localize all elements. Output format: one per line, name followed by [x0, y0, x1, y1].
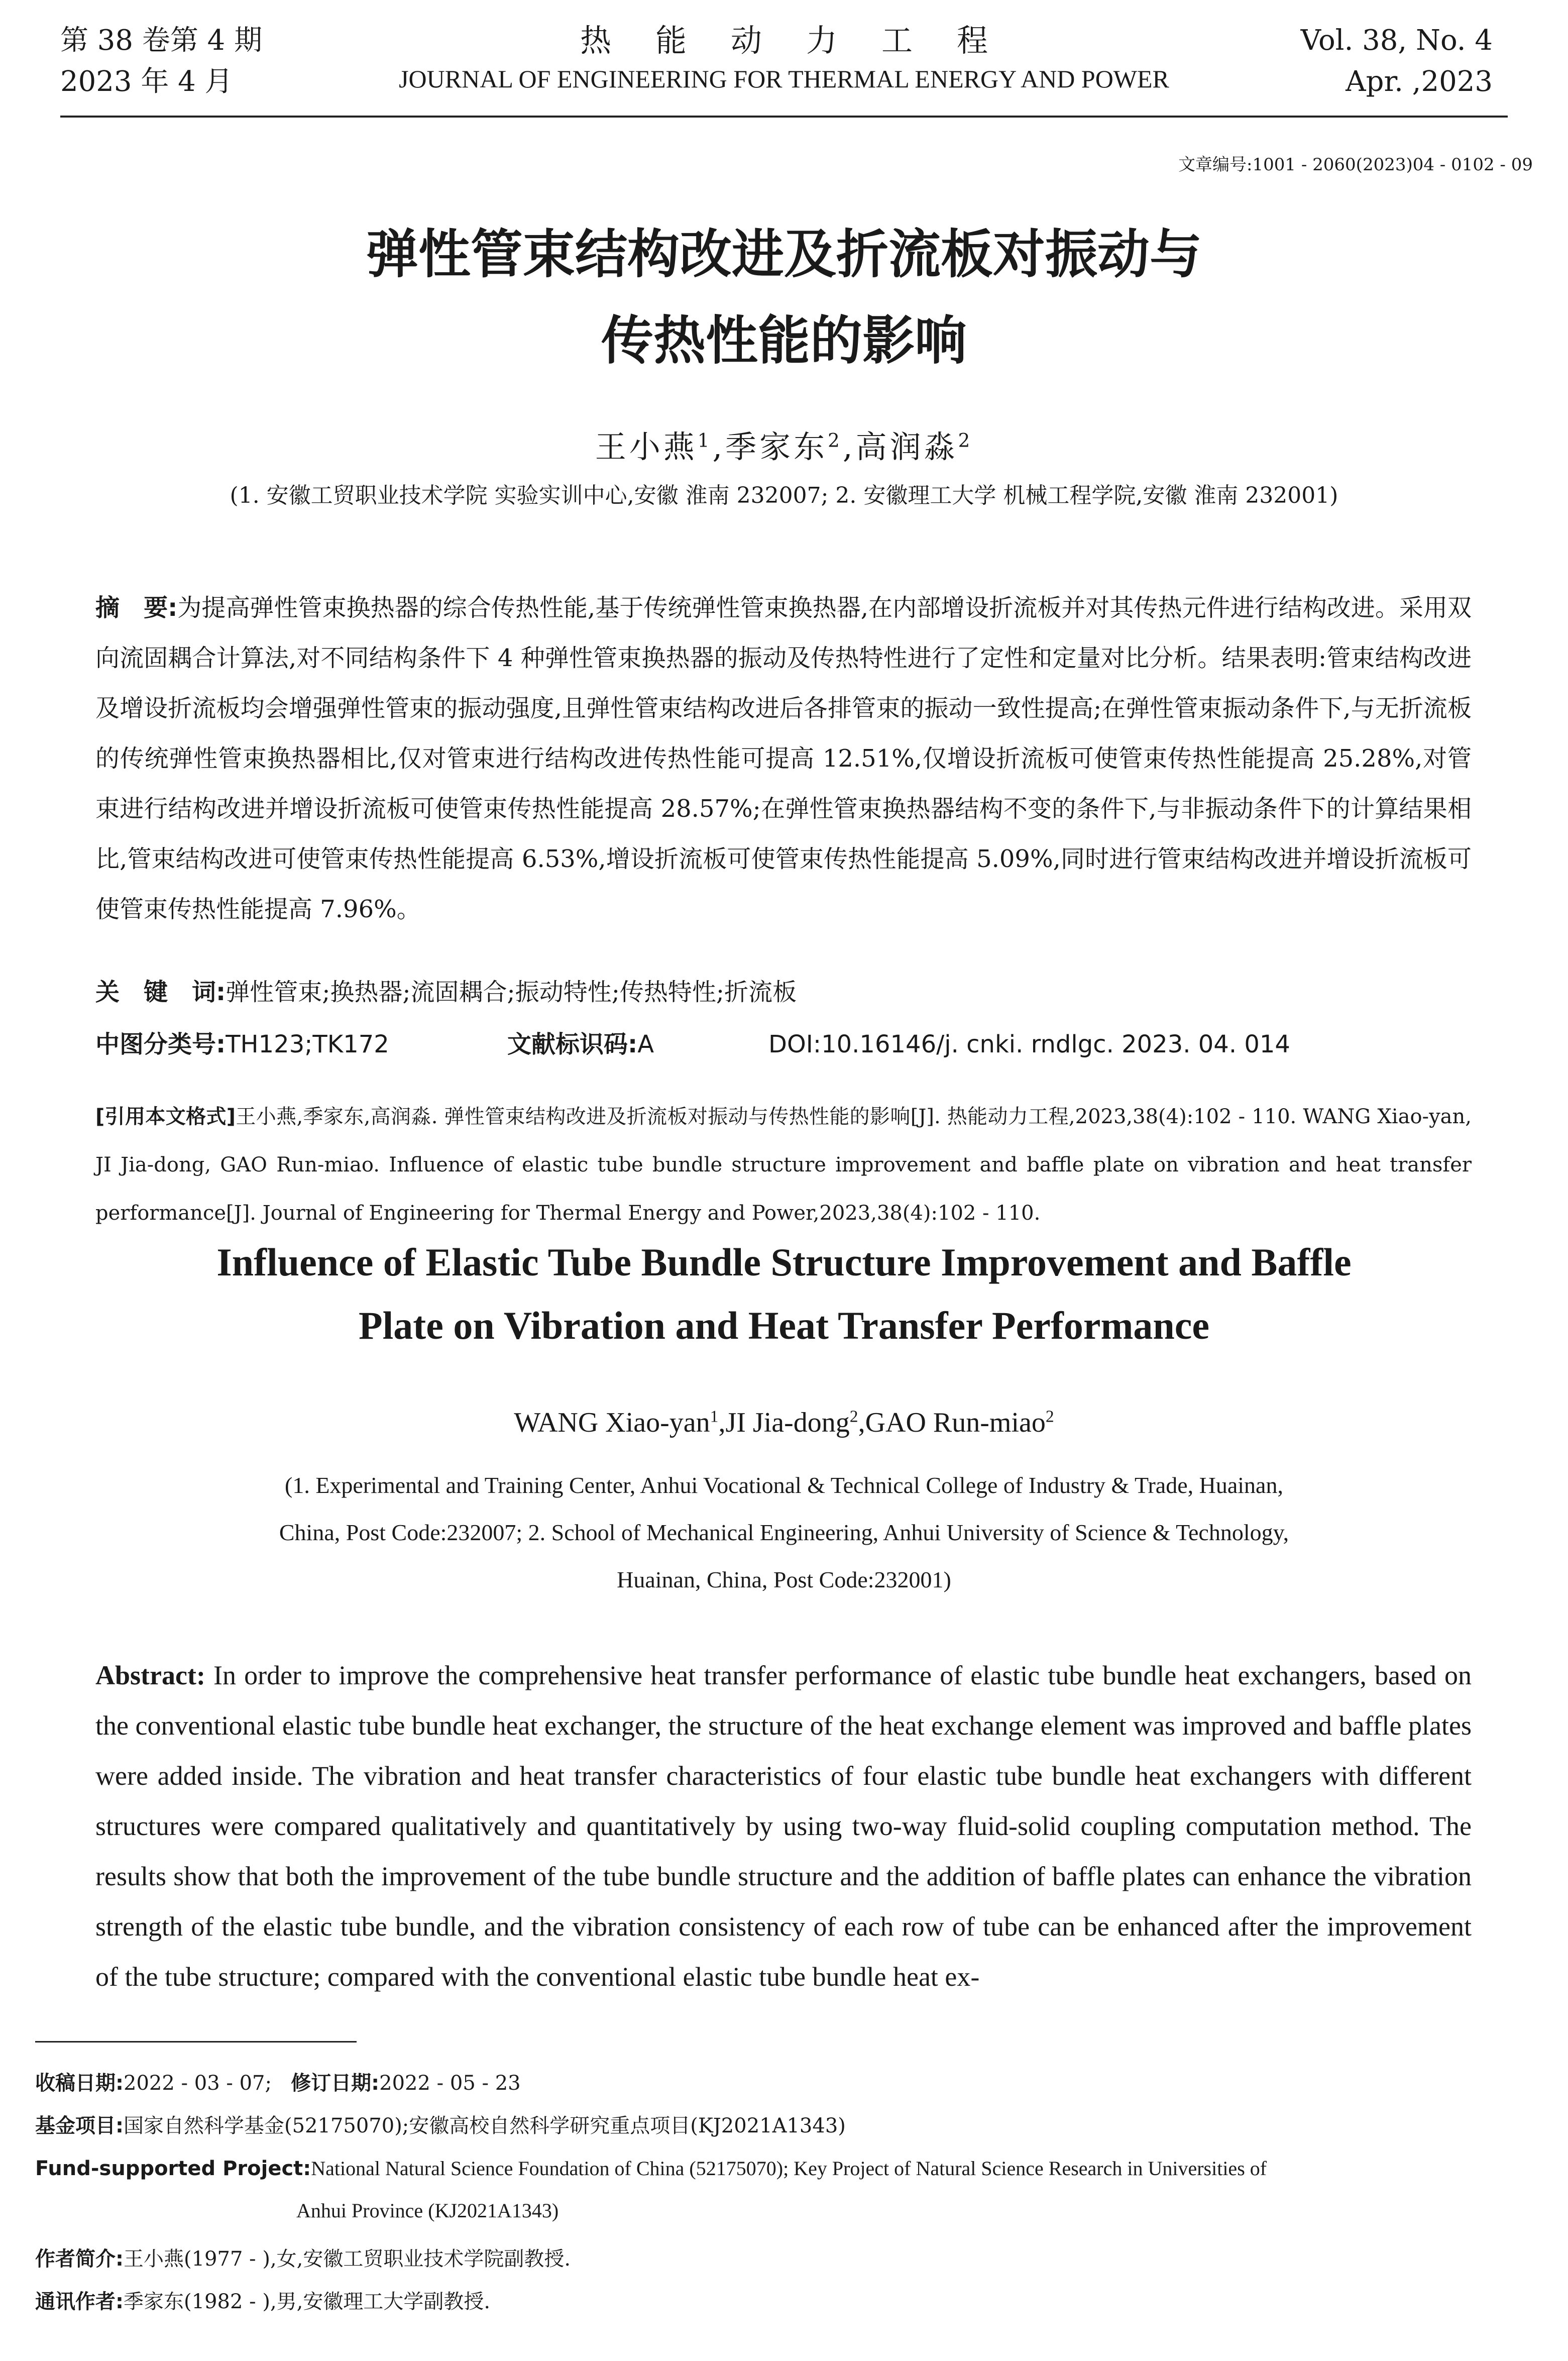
title-en-line1: Influence of Elastic Tube Bundle Structure Improvement and Baffle — [216, 1240, 1352, 1284]
author-en: WANG Xiao-yan — [514, 1407, 710, 1438]
journal-name-en: JOURNAL OF ENGINEERING FOR THERMAL ENERGY AND POWER — [399, 65, 1169, 93]
title-cn-line2: 传热性能的影响 — [601, 310, 967, 371]
authors-cn — [0, 422, 1568, 467]
abstract-cn — [95, 583, 1472, 934]
author-affil-mark: 1 — [697, 429, 713, 452]
affiliations-en-line2: China, Post Code:232007; 2. School of Mechanical Engineering, Anhui University of Science & Technology, — [279, 1520, 1289, 1545]
author-separator: , — [712, 428, 726, 465]
abstract-en — [95, 1650, 1472, 2002]
author-affil-mark: 2 — [1045, 1407, 1054, 1426]
abstract-cn-label: 摘 要: — [95, 594, 178, 622]
author-en: GAO Run-miao — [865, 1407, 1046, 1438]
received-label: 收稿日期: — [35, 2072, 124, 2095]
author-bio-value: 王小燕(1977 - ),女,安徽工贸职业技术学院副教授. — [124, 2247, 571, 2271]
article-number: 文章编号:1001 - 2060(2023)04 - 0102 - 09 — [1178, 155, 1533, 175]
classification-line — [95, 1025, 1290, 1059]
journal-name — [352, 20, 1216, 96]
title-en — [100, 1231, 1468, 1357]
fund-value: 国家自然科学基金(52175070);安徽高校自然科学研究重点项目(KJ2021A1343) — [124, 2114, 846, 2137]
doc-code-value: A — [637, 1030, 654, 1058]
issue-info-cn — [60, 20, 262, 102]
author-separator: , — [842, 428, 856, 465]
clc-label: 中图分类号: — [95, 1030, 226, 1058]
header-rule — [60, 116, 1508, 118]
abstract-cn-text: 为提高弹性管束换热器的综合传热性能,基于传统弹性管束换热器,在内部增设折流板并对其传热元件进行结构改进。采用双向流固耦合计算法,对不同结构条件下 4 种弹性管束换热器的振动及传热特性进行了定性和定量对比分析。结果表明:管束结构改进及增设折流板均会增强弹性管束的振动强度,且弹性管束结构改进后各排管束的振动一致性提高;在弹性管束振动条件下,与无折流板的传统弹性管束换热器相比,仅对管束进行结构改进传热性能可提高 12.51%,仅增设折流板可使管束传热性能提高 25.28%,对管束进行结构改进并增设折流板可使管束传热性能提高 28.57%;在弹性管束换热器结构不变的条件下,与非振动条件下的计算结果相比,管束结构改进可使管束传热性能提高 6.53%,增设折流板可使管束传热性能提高 5.09%,同时进行管束结构改进并增设折流板可使管束传热性能提高 7.96%。 — [95, 594, 1472, 923]
keywords-cn-label: 关 键 词: — [95, 978, 226, 1006]
author-separator: , — [718, 1407, 726, 1438]
authors-en — [0, 1407, 1568, 1439]
author-cn: 季家东 — [725, 428, 828, 465]
author-cn: 高润淼 — [855, 428, 958, 465]
revised-value: 2022 - 05 - 23 — [379, 2072, 521, 2095]
volume-issue-cn: 第 38 卷第 4 期 — [60, 24, 263, 57]
citation-block — [95, 1093, 1472, 1237]
affiliations-cn: (1. 安徽工贸职业技术学院 实验实训中心,安徽 淮南 232007; 2. 安徽理工大学 机械工程学院,安徽 淮南 232001) — [230, 483, 1338, 508]
corresponding-value: 季家东(1982 - ),男,安徽理工大学副教授. — [124, 2290, 491, 2313]
author-affil-mark: 2 — [828, 429, 843, 452]
date-cn: 2023 年 4 月 — [60, 65, 233, 98]
author-bio-label: 作者简介: — [35, 2247, 124, 2271]
title-cn-line1: 弹性管束结构改进及折流板对振动与 — [366, 224, 1202, 285]
fund-en-label: Fund-supported Project: — [35, 2157, 311, 2180]
journal-name-cn: 热能动力工程 — [580, 22, 1032, 59]
footnote-dates — [35, 2062, 1482, 2104]
author-separator: , — [858, 1407, 865, 1438]
keywords-cn-text: 弹性管束;换热器;流固耦合;振动特性;传热特性;折流板 — [226, 978, 797, 1006]
footnote-rule — [35, 2041, 357, 2043]
volume-issue-en: Vol. 38, No. 4 — [1300, 24, 1493, 57]
fund-en-value-cont: Anhui Province (KJ2021A1343) — [296, 2199, 559, 2222]
author-affil-mark: 2 — [849, 1407, 858, 1426]
citation-label: [引用本文格式] — [95, 1105, 236, 1128]
clc-value: TH123;TK172 — [226, 1030, 389, 1058]
doi: DOI:10.16146/j. cnki. rndlgc. 2023. 04. 014 — [768, 1030, 1290, 1058]
corresponding-label: 通讯作者: — [35, 2290, 124, 2313]
received-value: 2022 - 03 - 07; — [124, 2072, 272, 2095]
footnote-corresponding — [35, 2281, 1482, 2323]
keywords-cn — [95, 967, 1472, 1017]
citation-text: 王小燕,季家东,高润淼. 弹性管束结构改进及折流板对振动与传热性能的影响[J]. 热能动力工程,2023,38(4):102 - 110. WANG Xiao-yan, JI Jia-dong, GAO Run-miao. Influence of elastic tube bundle structure improvement and baffle plate on vibration and heat transfer performance[J]. Journal of Engineering for Thermal Energy and Power,2023,38(4):102 - 110. — [95, 1105, 1472, 1225]
affiliations-en-line3: Huainan, China, Post Code:232001) — [617, 1567, 951, 1592]
revised-label: 修订日期: — [291, 2072, 380, 2095]
doc-code-label: 文献标识码: — [507, 1030, 638, 1058]
date-en: Apr. ,2023 — [1346, 65, 1493, 98]
affiliations-en-line1: (1. Experimental and Training Center, Anhui Vocational & Technical College of Industry & Trade, Huainan, — [285, 1472, 1283, 1498]
title-cn — [100, 211, 1468, 384]
abstract-en-label: Abstract: — [95, 1660, 205, 1690]
abstract-en-text: In order to improve the comprehensive heat transfer performance of elastic tube bundle heat exchangers, based on the conventional elastic tube bundle heat exchanger, the structure of the heat exchange element was improved and baffle plates were added inside. The vibration and heat transfer characteristics of four elastic tube bundle heat exchangers with different structures were compared qualitatively and quantitatively by using two-way fluid-solid coupling computation method. The results show that both the improvement of the tube bundle structure and the addition of baffle plates can enhance the vibration strength of the elastic tube bundle, and the vibration consistency of each row of tube can be enhanced after the improvement of the tube structure; compared with the conventional elastic tube bundle heat ex- — [95, 1660, 1472, 1992]
author-cn: 王小燕 — [595, 428, 698, 465]
fund-en-value: National Natural Science Foundation of China (52175070); Key Project of Natural Science Research in Universities of — [311, 2157, 1267, 2180]
fund-label: 基金项目: — [35, 2114, 124, 2137]
author-en: JI Jia-dong — [725, 1407, 850, 1438]
title-en-line2: Plate on Vibration and Heat Transfer Performance — [358, 1304, 1210, 1347]
author-affil-mark: 1 — [710, 1407, 719, 1426]
author-affil-mark: 2 — [958, 429, 973, 452]
footnote-fund — [35, 2105, 1482, 2147]
footnote-fund-en — [35, 2148, 1482, 2232]
footnote-author — [35, 2238, 1482, 2280]
affiliations-en — [151, 1462, 1417, 1603]
issue-info-en — [1301, 20, 1493, 102]
